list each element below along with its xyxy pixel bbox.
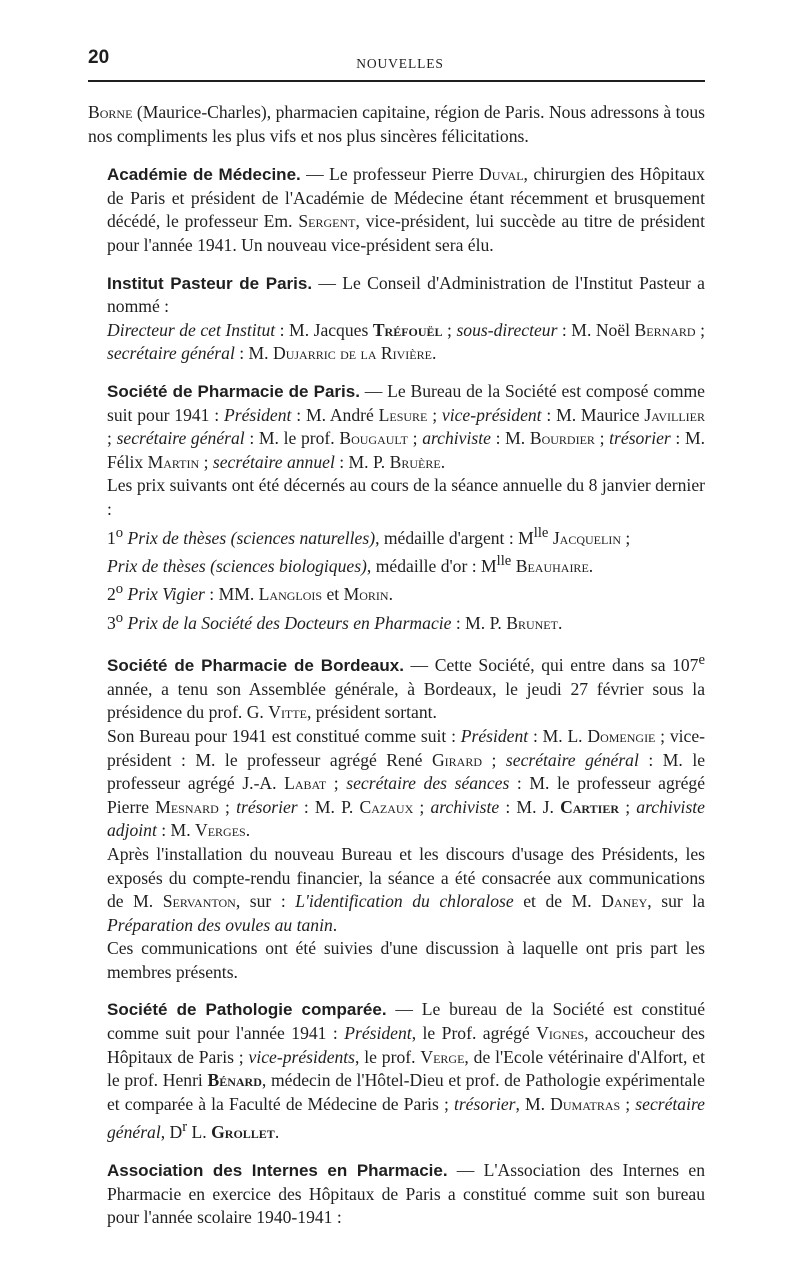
text-run: — L'Association des Internes en Pharmacie en exercice des Hôpitaux de Paris a constitué comme suit son bureau pour l'année scolaire 1940-1941 : [107, 1159, 705, 1228]
text-run: , accoucheur des Hôpitaux de Paris ; [107, 1023, 705, 1067]
italic-run: secrétaire général [107, 1093, 705, 1143]
person-name: Cazaux [359, 796, 414, 817]
text-run: ; [621, 527, 631, 548]
person-name: Bernard [634, 319, 696, 340]
text-run: : M. Félix [107, 428, 705, 472]
person-name: Cartier [560, 796, 620, 817]
text-run: ; [482, 749, 506, 770]
page-number: 20 [88, 47, 110, 68]
text-run: , médecin de l'Hôtel-Dieu et prof. de Pathologie expérimentale et comparée à la Faculté de Médecine de Paris ; [107, 1070, 705, 1114]
text-run: : M. André [291, 404, 379, 425]
person-name: Mesnard [155, 796, 219, 817]
italic-run: Prix de thèses (sciences naturelles) [123, 527, 376, 548]
text-run: , M. [515, 1093, 551, 1114]
text-run: année, a tenu son Assemblée générale, à Bordeaux, le jeudi 27 février sous la présidence du prof. G. [107, 678, 705, 723]
paragraph-bordeaux-discussion [107, 937, 705, 984]
text-run: . [557, 612, 563, 633]
text-run: , D [160, 1122, 183, 1143]
person-name: Jacquelin [548, 527, 622, 548]
text-run: (Maurice-Charles), pharmacien capitaine, région de Paris. Nous adressons à tous nos compliments les plus vifs et nos plus sincères félicitations. [88, 102, 705, 146]
italic-run: archiviste [422, 428, 491, 449]
text-run: , médaille d'or : M [366, 555, 497, 576]
person-name: Bruère [389, 451, 441, 472]
paragraph-prix-1 [107, 522, 705, 550]
italic-run: secrétaire des séances [346, 773, 510, 794]
section-academie-medecine [107, 163, 705, 257]
italic-run: Prix Vigier [123, 584, 205, 605]
paragraph-prix-intro [107, 474, 705, 521]
italic-run: L'identification du chloralose [295, 891, 514, 912]
paragraph-borne [88, 101, 705, 148]
superscript: lle [533, 524, 549, 541]
person-name: Sergent [298, 211, 356, 232]
text-run: ; [218, 796, 237, 817]
person-name: Daney [601, 891, 648, 912]
person-name: Vitte [268, 702, 307, 723]
person-name: Duval [479, 164, 524, 185]
text-run: L. [187, 1122, 212, 1143]
section-heading: Association des Internes en Pharmacie. [107, 1160, 448, 1180]
text-run: ; [442, 319, 457, 340]
italic-run: archiviste [430, 796, 500, 817]
person-name: Bougault [339, 428, 408, 449]
text-run: ; [620, 1093, 636, 1114]
text-run: , chirurgien des Hôpitaux de Paris et président de l'Académie de Médecine étant récemment et brusquement décédé, le professeur Em. [107, 164, 705, 232]
person-name: Domengie [587, 725, 656, 746]
person-name: Beauhaire [511, 555, 589, 576]
text-run: : M. [156, 820, 195, 841]
text-run: , sur : [235, 891, 296, 912]
header-rule [88, 80, 705, 82]
italic-run: archiviste adjoint [107, 796, 705, 841]
text-run: , sur la [647, 891, 705, 912]
text-run: ; [407, 428, 423, 449]
text-run: , vice-président, lui succède au titre de président pour l'année 1941. Un nouveau vice-président sera élu. [107, 211, 705, 255]
italic-run: secrétaire général [116, 428, 245, 449]
text-run: : M. J. [499, 796, 561, 817]
superscript: r [182, 1119, 188, 1136]
text-run: , de l'Ecole vétérinaire d'Alfort, et le prof. Henri [107, 1046, 705, 1091]
text-run: et [322, 584, 344, 605]
italic-run: Prix de thèses (sciences biologiques) [107, 555, 367, 576]
person-name: Javillier [644, 404, 705, 425]
text-run: 1 [107, 527, 116, 548]
text-run: — Cette Société, qui entre dans sa 107 [403, 655, 699, 676]
person-name: Bénard [207, 1070, 262, 1091]
section-societe-pharmacie-bordeaux [107, 649, 705, 725]
italic-run: trésorier [453, 1093, 516, 1114]
italic-run: Président [224, 404, 292, 425]
person-name: Verge [420, 1046, 465, 1067]
person-name: Martin [147, 451, 200, 472]
italic-run: Préparation des ovules au tanin [107, 914, 333, 935]
text-run: ; [107, 428, 117, 449]
text-run: Après l'installation du nouveau Bureau et les discours d'usage des Présidents, les exposés du compte-rendu financier, la séance a été consacrée aux communications de M. [107, 843, 705, 912]
italic-run: Prix de la Société des Docteurs en Pharmacie [123, 612, 452, 633]
text-run: 3 [107, 612, 116, 633]
section-societe-pharmacie-paris [107, 380, 705, 474]
text-run: : M. le prof. [244, 428, 340, 449]
text-run: — Le professeur Pierre [300, 164, 480, 185]
article-body [88, 101, 706, 1230]
person-name: Grollet [211, 1122, 275, 1143]
superscript: e [698, 652, 705, 669]
text-run: , le Prof. agrégé [411, 1023, 537, 1044]
text-run: . [431, 343, 437, 364]
person-name: Vignes [536, 1023, 585, 1044]
person-name: Bourdier [529, 428, 595, 449]
text-run: , le prof. [355, 1046, 421, 1067]
text-run: ; [695, 319, 705, 340]
section-heading: Société de Pharmacie de Paris. [107, 381, 360, 401]
person-name: Lesure [378, 404, 428, 425]
text-run: : M. Maurice [541, 404, 645, 425]
text-run: : M. P. [451, 612, 507, 633]
text-run: Ces communications ont été suivies d'une discussion à laquelle ont pris part les membres présents. [107, 938, 705, 982]
italic-run: secrétaire général [505, 749, 639, 770]
person-name: Brunet [506, 612, 558, 633]
text-run: — Le Conseil d'Administration de l'Institut Pasteur a nommé : [107, 272, 705, 317]
person-name: Girard [431, 749, 483, 770]
italic-run: secrétaire général [107, 343, 235, 364]
paragraph-prix-2 [107, 578, 705, 606]
text-run: . [332, 914, 338, 935]
italic-run: trésorier [236, 796, 298, 817]
italic-run: Directeur de cet Institut [107, 319, 276, 340]
person-name: Morin [343, 584, 389, 605]
text-run: . [245, 820, 251, 841]
running-title: NOUVELLES [356, 56, 444, 71]
italic-run: vice-président [441, 404, 542, 425]
text-run: Son Bureau pour 1941 est constitué comme suit : [107, 725, 461, 746]
superscript: o [115, 581, 124, 598]
person-name: Borne [88, 102, 133, 122]
text-run: : M. [234, 343, 273, 364]
text-run: et de M. [513, 891, 602, 912]
text-run: . [440, 451, 446, 472]
text-run: ; [199, 451, 213, 472]
section-heading: Société de Pharmacie de Bordeaux. [107, 656, 404, 676]
text-run: : M. Jacques [275, 319, 373, 340]
text-run: — Le Bureau de la Société est composé comme suit pour 1941 : [107, 380, 705, 425]
person-name: Servanton [162, 891, 236, 912]
person-name: Langlois [258, 584, 323, 605]
text-run: : M. Noël [557, 319, 635, 340]
text-run: ; [594, 428, 610, 449]
person-name: Dujarric de la Rivière [272, 343, 432, 364]
section-pathologie-comparee [107, 998, 705, 1144]
italic-run: vice-présidents [248, 1046, 356, 1067]
italic-run: Président [460, 725, 529, 746]
text-run: . [274, 1122, 280, 1143]
text-run: Les prix suivants ont été décernés au cours de la séance annuelle du 8 janvier dernier : [107, 475, 705, 519]
text-run: . [388, 584, 393, 605]
person-name: Verges [195, 820, 246, 841]
text-run: : M. le professeur agrégé J.-A. [107, 749, 706, 794]
section-heading: Académie de Médecine. [107, 165, 301, 185]
text-run: , médaille d'argent : M [375, 527, 534, 548]
italic-run: sous-directeur [456, 319, 558, 340]
paragraph-prix-1b [107, 550, 705, 578]
section-heading: Société de Pathologie comparée. [107, 1000, 387, 1020]
superscript: lle [496, 552, 512, 569]
person-name: Labat [284, 773, 327, 794]
text-run: : M. P. [297, 796, 360, 817]
text-run: : M. [490, 428, 530, 449]
italic-run: trésorier [609, 428, 671, 449]
superscript: o [115, 524, 124, 541]
text-run: ; [427, 404, 442, 425]
text-run: — Le bureau de la Société est constitué comme suit pour l'année 1941 : [107, 999, 706, 1044]
section-heading: Institut Pasteur de Paris. [107, 273, 313, 293]
text-run: , président sortant. [306, 702, 437, 723]
text-run: ; [326, 773, 347, 794]
text-run: : M. le professeur agrégé Pierre [107, 773, 706, 817]
text-run: ; vice-président : M. le professeur agrégé René [107, 725, 705, 770]
text-run: ; [413, 796, 431, 817]
paragraph-bordeaux-bureau [107, 725, 705, 843]
text-run: : MM. [204, 584, 259, 605]
paragraph-prix-3 [107, 607, 705, 635]
person-name: Dumatras [550, 1093, 621, 1114]
person-name: Tréfouël [372, 319, 443, 340]
section-association-internes [107, 1159, 705, 1230]
text-run: 2 [107, 584, 116, 605]
paragraph-bordeaux-communications [107, 843, 705, 937]
italic-run: secrétaire annuel [212, 451, 335, 472]
section-institut-pasteur [107, 272, 705, 366]
text-run: : M. L. [528, 725, 588, 746]
italic-run: Président [344, 1023, 412, 1044]
text-run: . [588, 555, 594, 576]
superscript: o [115, 609, 124, 626]
text-run: : M. P. [334, 451, 390, 472]
text-run: ; [619, 796, 637, 817]
